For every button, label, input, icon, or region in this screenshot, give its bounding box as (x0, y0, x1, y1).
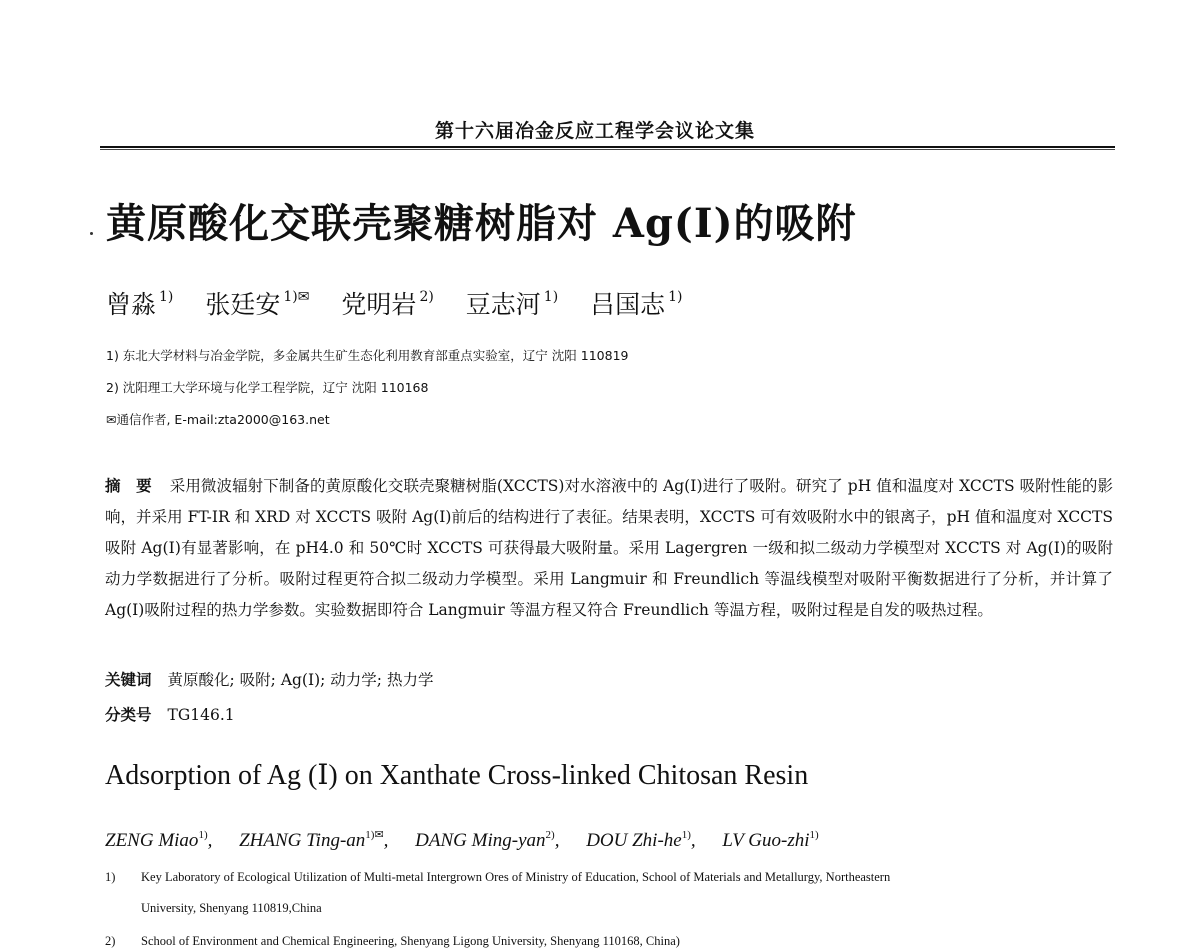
scan-speck (90, 232, 93, 235)
author-en: LV Guo-zhi$^{1)}$ (722, 829, 819, 851)
classification-text: TG146.1 (167, 706, 235, 724)
keywords-label: 关键词 (105, 670, 152, 689)
affiliation-en-2: 2) School of Environment and Chemical Engineering, Shenyang Ligong University, Shenyang 110168, China) (105, 934, 680, 948)
affiliation-en-1-cont: University, Shenyang 110819,China (141, 901, 322, 915)
author-en: ZENG Miao$^{1)}$, (105, 829, 213, 851)
proceedings-header: 第十六届冶金反应工程学会议论文集 (435, 120, 756, 142)
author-zh: 党明岩 $^{2)}$ (341, 289, 434, 319)
corresponding-author: ✉通信作者, E-mail:zta2000@163.net (106, 412, 330, 427)
author-zh: 吕国志 $^{1)}$ (590, 289, 683, 319)
author-en: ZHANG Ting-$an^{1)✉}$, (239, 829, 389, 851)
author-en: DOU Zhi-$he^{1)}$, (586, 829, 696, 851)
header-rule-thin (100, 149, 1115, 150)
classification-label: 分类号 (105, 705, 152, 724)
author-zh: 张廷安 $^{1)✉}$ (205, 289, 310, 319)
keywords (105, 668, 433, 690)
author-zh: 豆志河 $^{1)}$ (465, 289, 559, 319)
abstract-zh (105, 470, 1113, 626)
author-zh: 曾淼 $^{1)}$ (106, 289, 174, 319)
paper-title-zh: 黄原酸化交联壳聚糖树脂对 Ag(Ⅰ)的吸附 (106, 200, 857, 247)
authors-en (105, 828, 841, 852)
affiliation-en-1: 1) Key Laboratory of Ecological Utilization of Multi-metal Intergrown Ores of Ministry of Education, School of Materials and Metallurgy, Northeastern (105, 870, 891, 884)
header-rule (100, 146, 1115, 148)
keywords-text: 黄原酸化; 吸附; Ag(Ⅰ); 动力学; 热力学 (167, 671, 434, 689)
abstract-label: 摘 要 (105, 476, 152, 495)
abstract-text: 采用微波辐射下制备的黄原酸化交联壳聚糖树脂(XCCTS)对水溶液中的 Ag(Ⅰ)进行了吸附。研究了 pH 值和温度对 XCCTS 吸附性能的影响，并采用 FT-IR 和 XRD 对 XCCTS 吸附 Ag(Ⅰ)前后的结构进行了表征。结果表明，XCCTS 可有效吸附水中的银离子，pH 值和温度对 XCCTS 吸附 Ag(Ⅰ)有显著影响，在 pH4.0 和 50℃时 XCCTS 可获得最大吸附量。采用 Lagergren 一级和拟二级动力学模型对 XCCTS 对 Ag(Ⅰ)的吸附动力学数据进行了分析。吸附过程更符合拟二级动力学模型。采用 Langmuir 和 Freundlich 等温线模型对吸附平衡数据进行了分析，并计算了 Ag(Ⅰ)吸附过程的热力学参数。实验数据即符合 Langmuir 等温方程又符合 Freundlich 等温方程，吸附过程是自发的吸热过程。 (105, 477, 1113, 619)
paper-title-en: Adsorption of Ag (Ⅰ) on Xanthate Cross-linked Chitosan Resin (105, 760, 809, 791)
affiliation-zh-1: 1) 东北大学材料与冶金学院，多金属共生矿生态化利用教育部重点实验室，辽宁 沈阳 110819 (106, 348, 629, 363)
affiliation-zh-2: 2) 沈阳理工大学环境与化学工程学院，辽宁 沈阳 110168 (106, 380, 429, 395)
author-en: DANG Ming-yan$^{2)}$, (415, 829, 560, 851)
classification (105, 703, 235, 725)
authors-zh (106, 285, 707, 321)
